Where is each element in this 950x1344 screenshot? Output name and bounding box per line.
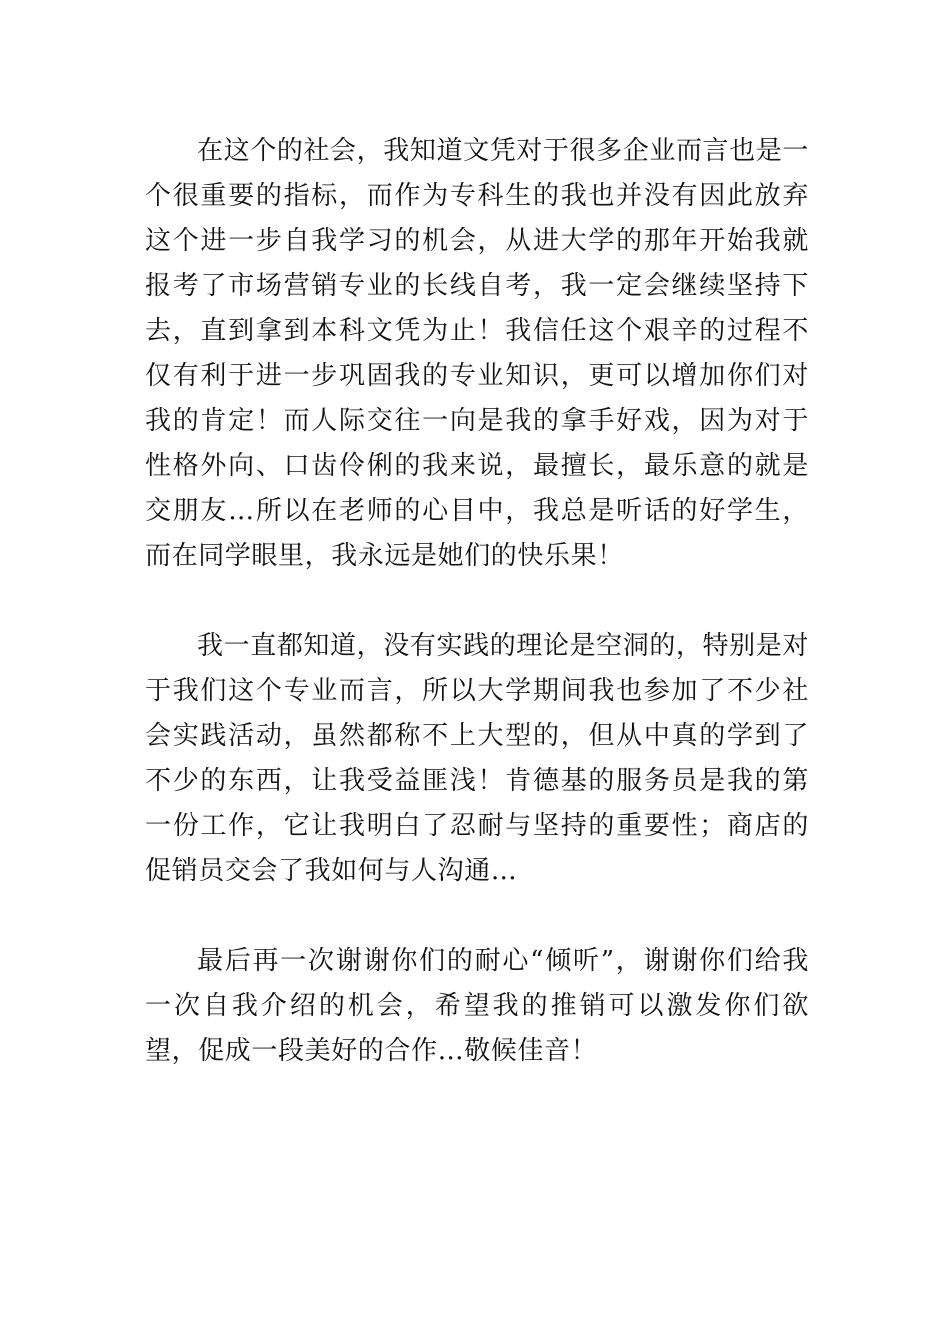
- paragraph-closing-thanks: 最后再一次谢谢你们的耐心“倾听”，谢谢你们给我一次自我介绍的机会，希望我的推销可以激发你们欲望，促成一段美好的合作…敬候佳音！: [145, 946, 809, 1066]
- paragraph-practice-experience: 我一直都知道，没有实践的理论是空洞的，特别是对于我们这个专业而言，所以大学期间我也参加了不少社会实践活动，虽然都称不上大型的，但从中真的学到了不少的东西，让我受益匪浅！肯德基的服务员是我的第一份工作，它让我明白了忍耐与坚持的重要性；商店的促销员交会了我如何与人沟通…: [145, 631, 809, 886]
- paragraph-education-and-social: 在这个的社会，我知道文凭对于很多企业而言也是一个很重要的指标，而作为专科生的我也并没有因此放弃这个进一步自我学习的机会，从进大学的那年开始我就报考了市场营销专业的长线自考，我一定会继续坚持下去，直到拿到本科文凭为止！我信任这个艰辛的过程不仅有利于进一步巩固我的专业知识，更可以增加你们对我的肯定！而人际交往一向是我的拿手好戏，因为对于性格外向、口齿伶俐的我来说，最擅长，最乐意的就是交朋友…所以在老师的心目中，我总是听话的好学生，而在同学眼里，我永远是她们的快乐果！: [145, 136, 809, 571]
- document-body: [145, 129, 809, 1074]
